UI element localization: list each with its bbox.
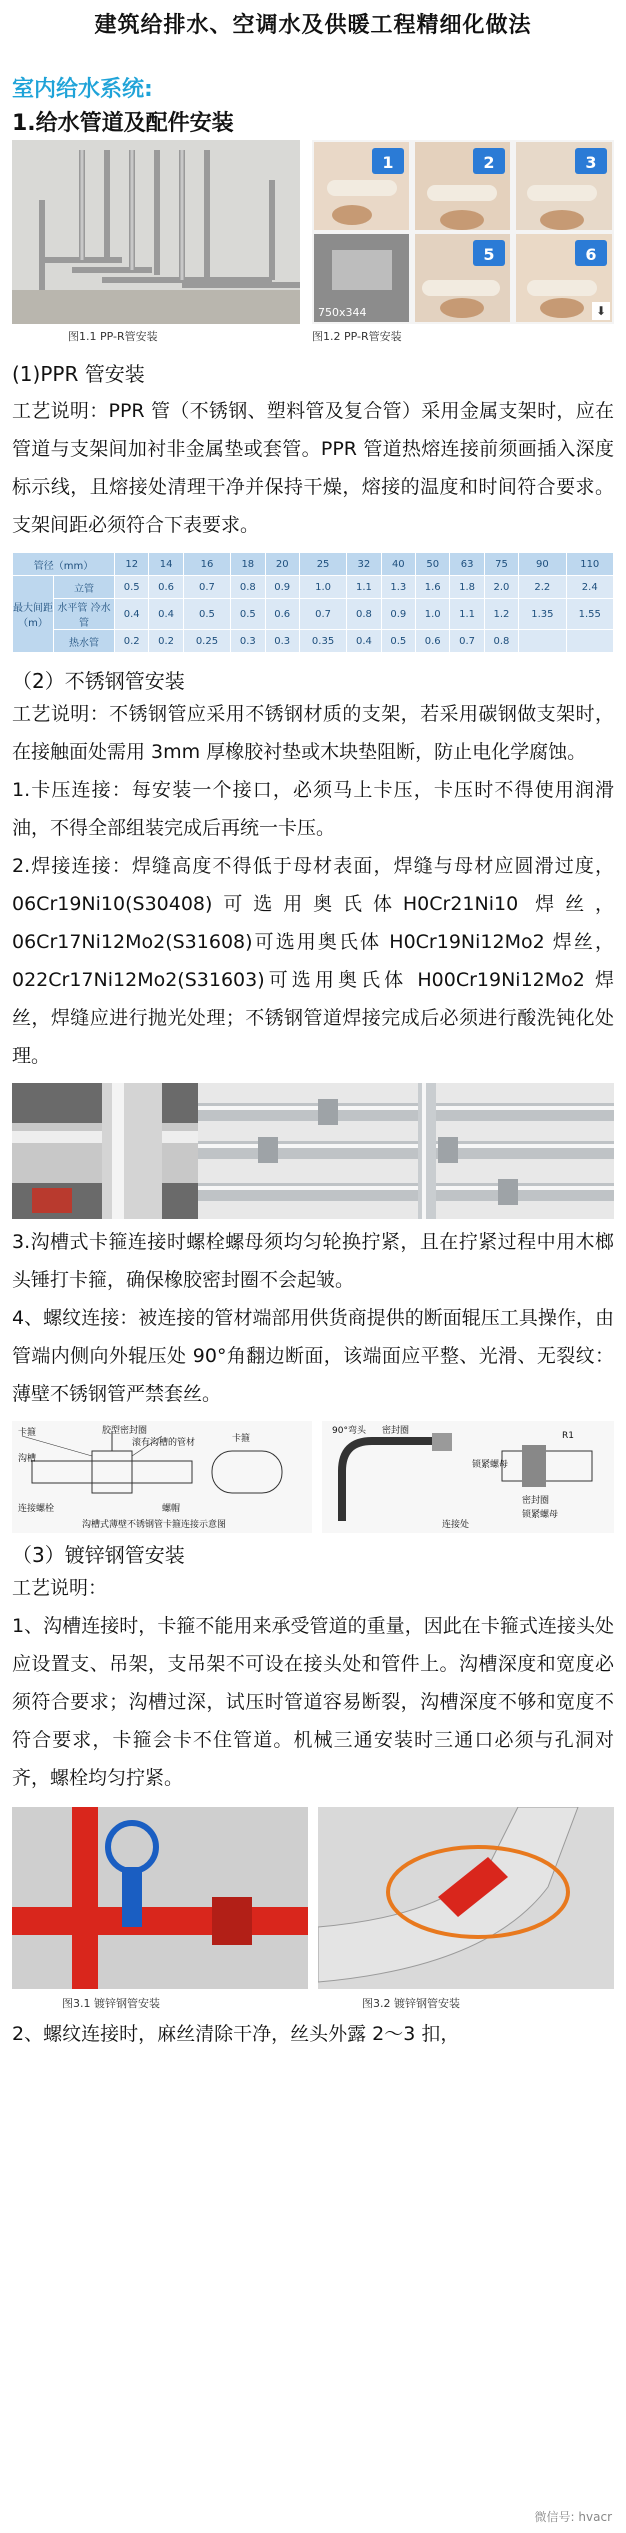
ss-text-3: 2.焊接连接：焊缝高度不得低于母材表面，焊缝与母材应圆滑过度，06Cr19Ni10(S30408)可选用奥氏体H0Cr21Ni10 焊丝，06Cr17Ni12Mo2(S31608)可选用奥氏体 H0Cr19Ni12Mo2 焊丝，022Cr17Ni12Mo2(S31603)可选用奥氏体 H00Cr19Ni12Mo2 焊丝，焊缝应进行抛光处理；不锈钢管道焊接完成后必须进行酸洗钝化处理。 (12, 855, 614, 1067)
figure-1-1-photo (12, 140, 300, 324)
diagram-caption: 沟槽式薄壁不锈钢管卡箍连接示意图 (82, 1520, 227, 1530)
ppr-text: 工艺说明：PPR 管（不锈钢、塑料管及复合管）采用金属支架时，应在管道与支架间加衬非金属垫或套管。PPR 管道热熔连接前须画插入深度标示线，且熔接处清理干净并保持干燥，熔接的温度和时间符合要求。支架间距必须符合下表要求。 (12, 400, 614, 536)
ss-text-2: 1.卡压连接：每安装一个接口，必须马上卡压，卡压时不得使用润滑油，不得全部组装完成后再统一卡压。 (12, 779, 614, 839)
table-row: 最大间距（m） 立管 0.5 0.6 0.7 0.8 0.9 1.0 1.1 1.3 1.6 1.8 2.0 2.2 2.4 (13, 576, 614, 599)
galv-photo-row (12, 1807, 614, 1989)
watermark: 微信号: hvacr (534, 2510, 612, 2524)
figure-captions-1 (12, 328, 626, 344)
subsection-heading: 1.给水管道及配件安装 (12, 111, 234, 136)
galv-text-1: 1、沟槽连接时，卡箍不能用来承受管道的重量，因此在卡箍式连接头处应设置支、吊架，支吊架不可设在接头处和管件上。沟槽深度和宽度必须符合要求；沟槽过深，试压时管道容易断裂，沟槽深度不够和宽度不符合要求，卡箍会卡不住管道。机械三通安装时三通口必须与孔洞对齐，螺栓均匀拧紧。 (12, 1615, 614, 1789)
galv-captions (12, 1995, 626, 2011)
row-group-label: 最大间距（m） (13, 576, 54, 653)
galv-photo-valve (12, 1807, 308, 1989)
ss-photo-insulated (12, 1083, 198, 1219)
caption-fig-1-1: 图1.1 PP-R管安装 (68, 330, 158, 343)
ppr-fusion-steps-illustration (312, 140, 614, 324)
galv-text-2: 2、螺纹连接时，麻丝清除干净，丝头外露 2～3 扣， (12, 2023, 460, 2045)
svg-text:1: 1 (382, 153, 394, 172)
caption-fig-1-2: 图1.2 PP-R管安装 (312, 330, 402, 343)
ss-photo-pipes (198, 1083, 614, 1219)
galv-photo-joint (318, 1807, 614, 1989)
svg-text:6: 6 (585, 245, 597, 264)
image-size-label: 750x344 (318, 306, 367, 319)
svg-text:2: 2 (483, 153, 495, 172)
figure-1-2-steps (312, 140, 614, 324)
svg-text:3: 3 (585, 153, 597, 172)
groove-clamp-diagram: 卡箍 胶型密封圈 滚有沟槽的管材 卡箍 沟槽 连接螺栓 螺帽 沟槽式薄壁不锈钢管卡箍连接示意图 (12, 1421, 312, 1533)
svg-text:5: 5 (483, 245, 495, 264)
ss-text-4: 3.沟槽式卡箍连接时螺栓螺母须均匀轮换拧紧，且在拧紧过程中用木榔头锤打卡箍，确保橡胶密封圈不会起皱。 (12, 1231, 614, 1291)
section-heading: 室内给水系统: (12, 77, 153, 102)
caption-fig-3-1: 图3.1 镀锌钢管安装 (62, 1997, 160, 2010)
table-header-label: 管径（mm） (13, 553, 115, 576)
ss-text-1: 工艺说明：不锈钢管应采用不锈钢材质的支架，若采用碳钢做支架时，在接触面处需用 3mm 厚橡胶衬垫或木块垫阻断，防止电化学腐蚀。 (12, 703, 614, 763)
groove-diagram-row (12, 1421, 614, 1533)
page-title: 建筑给排水、空调水及供暖工程精细化做法 (94, 13, 532, 38)
thread-elbow-diagram: 90°弯头 密封圈 R1 锁紧螺母 密封圈 锁紧螺母 连接处 (322, 1421, 614, 1533)
download-icon[interactable]: ⬇ (592, 302, 610, 320)
ss-photo-row (12, 1083, 614, 1219)
ppr-pipes-illustration (12, 140, 300, 324)
table-row: 热水管 0.2 0.2 0.25 0.3 0.3 0.35 0.4 0.5 0.6 0.7 0.8 (13, 630, 614, 653)
support-spacing-table: 管径（mm） 12 14 16 18 20 25 32 40 50 63 75 90 110 最大间距（m） 立管 0.5 0.6 0.7 0.8 0.9 1.0 1.1 1.3 1.6 1.8 2.0 2.2 2.4 水平管 冷水管 0.4 0.4 0.5 0.5 0.6 0.7 0.8 0.9 1.0 1.1 1.2 1.35 1.55 热水管 0.2 0.2 0.25 0.3 0.3 0.35 0.4 0.5 0.6 0.7 0.8 (12, 552, 614, 653)
galv-label: 工艺说明： (12, 1577, 108, 1599)
galv-heading: （3）镀锌钢管安装 (12, 1543, 185, 1567)
caption-fig-3-2: 图3.2 镀锌钢管安装 (362, 1997, 460, 2010)
ppr-heading: (1)PPR 管安装 (12, 362, 145, 386)
figure-row-1 (12, 140, 614, 324)
ss-heading: （2）不锈钢管安装 (12, 669, 185, 693)
table-row: 水平管 冷水管 0.4 0.4 0.5 0.5 0.6 0.7 0.8 0.9 1.0 1.1 1.2 1.35 1.55 (13, 599, 614, 630)
ss-text-5: 4、螺纹连接：被连接的管材端部用供货商提供的断面辊压工具操作，由管端内侧向外辊压处 90°角翻边断面，该端面应平整、光滑、无裂纹：薄壁不锈钢管严禁套丝。 (12, 1307, 614, 1405)
